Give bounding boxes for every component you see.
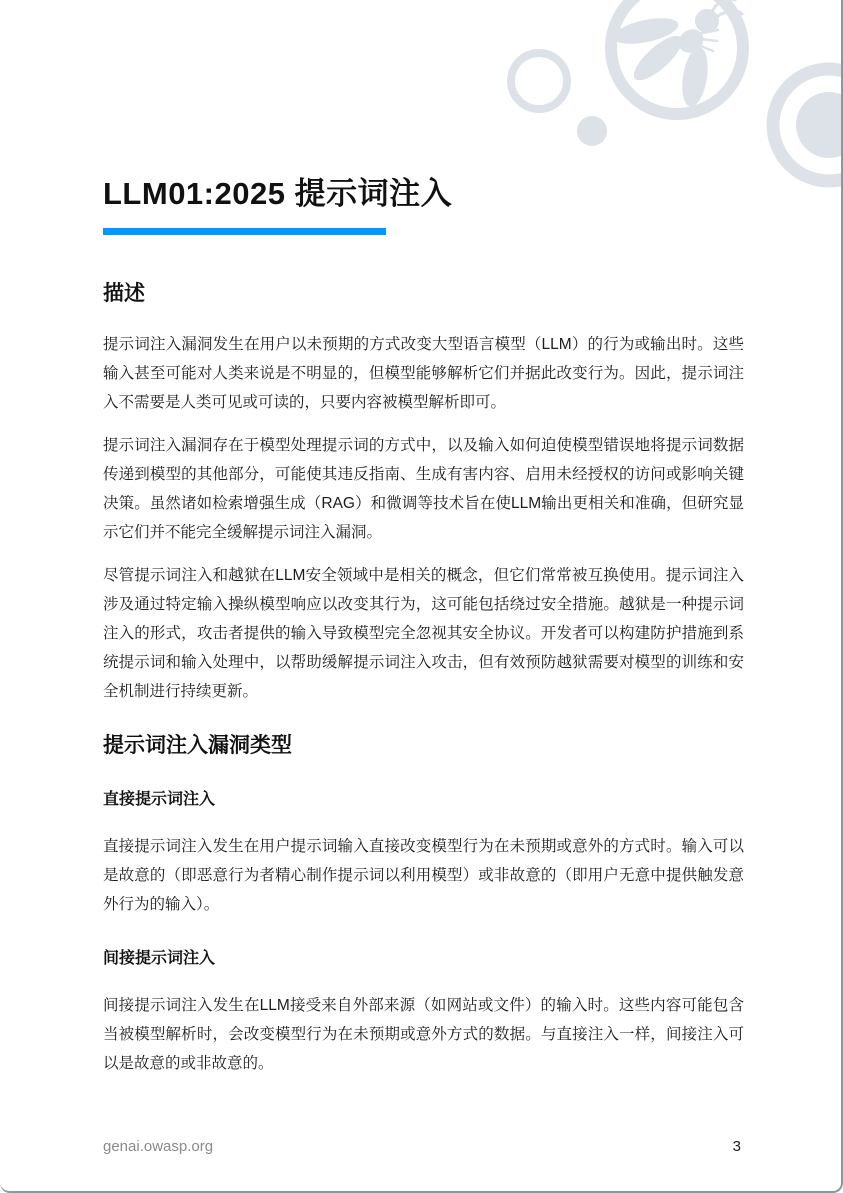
description-paragraph-2: 提示词注入漏洞存在于模型处理提示词的方式中，以及输入如何迫使模型错误地将提示词数据传递到模型的其他部分，可能使其违反指南、生成有害内容、启用未经授权的访问或影响关键决策。虽然诸如检索增强生成（RAG）和微调等技术旨在使LLM输出更相关和准确，但研究显示它们并不能完全缓解提示词注入漏洞。 xyxy=(103,437,744,541)
page-footer xyxy=(103,1138,741,1155)
indirect-injection-paragraph: 间接提示词注入发生在LLM接受来自外部来源（如网站或文件）的输入时。这些内容可能包含当被模型解析时，会改变模型行为在未预期或意外方式的数据。与直接注入一样，间接注入可以是故意的或非故意的。 xyxy=(103,997,744,1072)
document-content xyxy=(103,0,744,1078)
section-heading-description: 描述 xyxy=(103,282,145,305)
subsection-heading-direct: 直接提示词注入 xyxy=(103,791,216,808)
description-paragraph-1: 提示词注入漏洞发生在用户以未预期的方式改变大型语言模型（LLM）的行为或输出时。这些输入甚至可能对人类来说是不明显的，但模型能够解析它们并据此改变行为。因此，提示词注入不需要是人类可见或可读的，只要内容被模型解析即可。 xyxy=(103,336,744,411)
description-paragraph-3: 尽管提示词注入和越狱在LLM安全领域中是相关的概念，但它们常常被互换使用。提示词注入涉及通过特定输入操纵模型响应以改变其行为，这可能包括绕过安全措施。越狱是一种提示词注入的形式，攻击者提供的输入导致模型完全忽视其安全协议。开发者可以构建防护措施到系统提示词和输入处理中，以帮助缓解提示词注入攻击，但有效预防越狱需要对模型的训练和安全机制进行持续更新。 xyxy=(103,567,744,700)
page-number: 3 xyxy=(732,1138,741,1155)
decor-disc xyxy=(796,92,841,158)
page-title: LLM01:2025 提示词注入 xyxy=(103,176,453,211)
direct-injection-paragraph: 直接提示词注入发生在用户提示词输入直接改变模型行为在未预期或意外的方式时。输入可以是故意的（即恶意行为者精心制作提示词以利用模型）或非故意的（即用户无意中提供触发意外行为的输入）。 xyxy=(103,838,744,913)
subsection-heading-indirect: 间接提示词注入 xyxy=(103,950,216,967)
decor-ring-large xyxy=(773,69,841,181)
footer-site-link[interactable]: genai.owasp.org xyxy=(103,1138,214,1155)
title-accent-bar xyxy=(103,228,386,235)
section-heading-types: 提示词注入漏洞类型 xyxy=(103,734,292,757)
